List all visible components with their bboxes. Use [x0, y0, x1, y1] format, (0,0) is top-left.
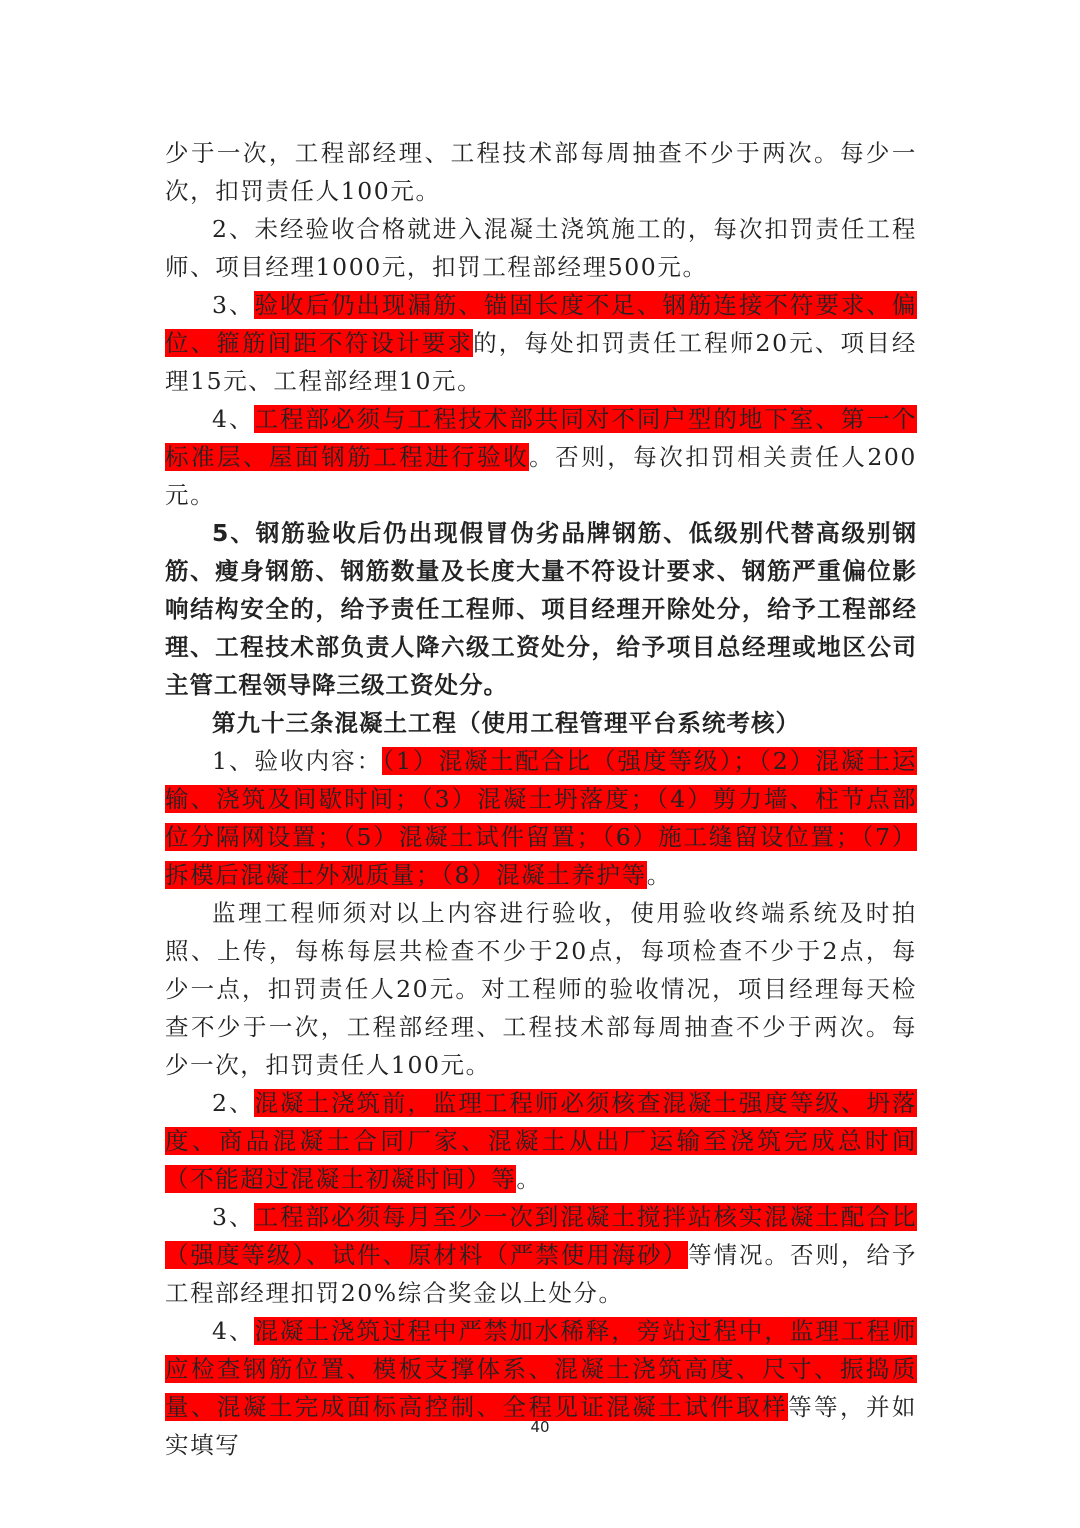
- paragraph-supervision: 监理工程师须对以上内容进行验收，使用验收终端系统及时拍照、上传，每栋每层共检查不少于20点，每项检查不少于2点，每少一点，扣罚责任人20元。对工程师的验收情况，项目经理每天检查不少于一次，工程部经理、工程技术部每周抽查不少于两次。每少一次，扣罚责任人100元。: [165, 899, 917, 1079]
- paragraph-concrete-item-3: [165, 1198, 917, 1312]
- item-number: 4、: [212, 1317, 255, 1345]
- plain-text: 的，每处扣罚责任工程师20元、项目经理15元、工程部经理10元。: [165, 329, 918, 395]
- page-number: 40: [530, 1418, 550, 1436]
- paragraph-item-4: [165, 400, 917, 514]
- plain-text: 。否则，每次扣罚相关责任人200元。: [165, 443, 917, 509]
- highlighted-text: 混凝土浇筑过程中严禁加水稀释，旁站过程中，监理工程师应检查钢筋位置、模板支撑体系、混凝土浇筑高度、尺寸、振捣质量、混凝土完成面标高控制、全程见证混凝土试件取样: [165, 1317, 917, 1421]
- highlighted-text: 验收后仍出现漏筋、锚固长度不足、钢筋连接不符要求、偏位、箍筋间距不符设计要求: [165, 291, 917, 357]
- highlighted-text: （1）混凝土配合比（强度等级）；（2）混凝土运输、浇筑及间歇时间；（3）混凝土坍落度；（4）剪力墙、柱节点部位分隔网设置；（5）混凝土试件留置；（6）施工缝留设位置；（7）拆模后混凝土外观质量；（8）混凝土养护等: [165, 747, 917, 889]
- item-number: 2、: [212, 1089, 255, 1117]
- item-number: 1、验收内容：: [212, 747, 383, 775]
- paragraph-item-2: 2、未经验收合格就进入混凝土浇筑施工的，每次扣罚责任工程师、项目经理1000元，扣罚工程部经理500元。: [165, 215, 917, 281]
- document-body: [165, 134, 917, 1464]
- paragraph-inspection-content: [165, 742, 917, 894]
- plain-text: 。: [516, 1165, 542, 1193]
- paragraph-item-3: [165, 286, 917, 400]
- paragraph-continuation: 少于一次，工程部经理、工程技术部每周抽查不少于两次。每少一次，扣罚责任人100元。: [165, 139, 917, 205]
- plain-text: 等等，并如实填写: [165, 1393, 918, 1459]
- item-number: 3、: [212, 291, 255, 319]
- highlighted-text: 工程部必须与工程技术部共同对不同户型的地下室、第一个标准层、屋面钢筋工程进行验收: [165, 405, 917, 471]
- plain-text: 等情况。否则，给予工程部经理扣罚20%综合奖金以上处分。: [165, 1241, 917, 1307]
- paragraph-item-5-bold: 5、钢筋验收后仍出现假冒伪劣品牌钢筋、低级别代替高级别钢筋、瘦身钢筋、钢筋数量及长度大量不符设计要求、钢筋严重偏位影响结构安全的，给予责任工程师、项目经理开除处分，给予工程部经理、工程技术部负责人降六级工资处分，给予项目总经理或地区公司主管工程领导降三级工资处分。: [165, 519, 917, 699]
- section-heading: 第九十三条混凝土工程（使用工程管理平台系统考核）: [212, 709, 800, 737]
- plain-text: 。: [646, 861, 672, 889]
- paragraph-concrete-item-2: [165, 1084, 917, 1198]
- highlighted-text: 混凝土浇筑前，监理工程师必须核查混凝土强度等级、坍落度、商品混凝土合同厂家、混凝土从出厂运输至浇筑完成总时间（不能超过混凝土初凝时间）等: [165, 1089, 917, 1193]
- paragraph-concrete-item-4: [165, 1312, 917, 1464]
- item-number: 4、: [212, 405, 255, 433]
- highlighted-text: 工程部必须每月至少一次到混凝土搅拌站核实混凝土配合比（强度等级）、试件、原材料（严禁使用海砂）: [165, 1203, 917, 1269]
- item-number: 3、: [212, 1203, 255, 1231]
